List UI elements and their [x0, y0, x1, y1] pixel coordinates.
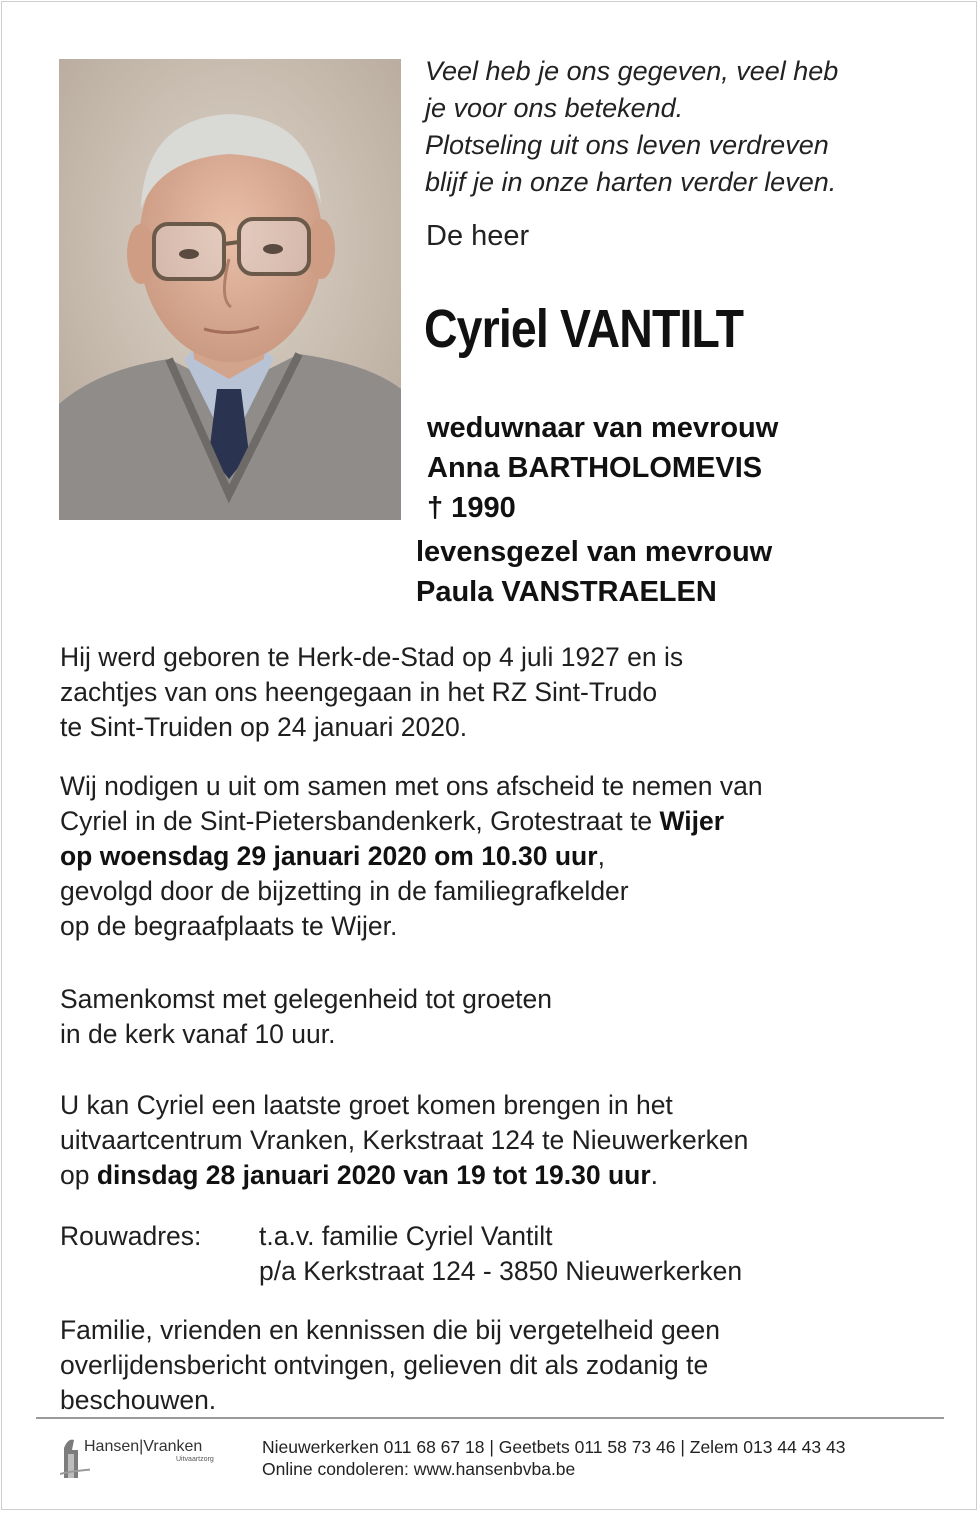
gathering-paragraph: [60, 982, 940, 1052]
paragraph-line: [60, 1158, 940, 1193]
address-label: Rouwadres:: [60, 1221, 202, 1251]
relation-line: weduwnaar van mevrouw: [427, 412, 779, 444]
paragraph-line: Hij werd geboren te Herk-de-Stad op 4 juli 1927 en is: [60, 642, 684, 672]
portrait-illustration: [59, 59, 401, 520]
footer-phones: Nieuwerkerken 011 68 67 18 | Geetbets 011 58 73 46 | Zelem 013 44 43 43: [262, 1437, 846, 1457]
salutation: De heer: [426, 220, 530, 252]
poem-line: blijf je in onze harten verder leven.: [425, 167, 837, 197]
paragraph-line: [60, 804, 940, 839]
footer-website[interactable]: Online condoleren: www.hansenbvba.be: [262, 1459, 576, 1479]
paragraph-line: overlijdensbericht ontvingen, gelieven dit als zodanig te: [60, 1350, 709, 1380]
footer-divider: [36, 1417, 944, 1419]
funeral-comma: ,: [597, 841, 605, 871]
paragraph-line: in de kerk vanaf 10 uur.: [60, 1019, 336, 1049]
funeral-home-logo: [60, 1432, 240, 1482]
footer-contact: [262, 1436, 845, 1480]
paragraph-line: Familie, vrienden en kennissen die bij vergetelheid geen: [60, 1315, 720, 1345]
visitation-pre: op: [60, 1160, 97, 1190]
paragraph-line: Samenkomst met gelegenheid tot groeten: [60, 984, 553, 1014]
relation-line: levensgezel van mevrouw: [416, 536, 773, 568]
partner-relation: [416, 532, 772, 612]
relation-line: † 1990: [427, 492, 516, 524]
poem-line: Veel heb je ons gegeven, veel heb: [425, 56, 839, 86]
portrait-photo: [59, 59, 401, 520]
paragraph-line: [60, 839, 940, 874]
funeral-paragraph: [60, 769, 940, 944]
paragraph-line: te Sint-Truiden op 24 januari 2020.: [60, 712, 468, 742]
deceased-name: Cyriel VANTILT: [424, 299, 744, 359]
paragraph-line: gevolgd door de bijzetting in de familiegrafkelder: [60, 876, 629, 906]
funeral-town: Wijer: [659, 806, 725, 836]
paragraph-line: zachtjes van ons heengegaan in het RZ Sint-Trudo: [60, 677, 658, 707]
paragraph-line: uitvaartcentrum Vranken, Kerkstraat 124 te Nieuwerkerken: [60, 1125, 749, 1155]
poem-line: Plotseling uit ons leven verdreven: [425, 130, 829, 160]
paragraph-line: U kan Cyriel een laatste groet komen brengen in het: [60, 1090, 673, 1120]
logo-subtitle: Uitvaartzorg: [176, 1456, 214, 1463]
address-line: p/a Kerkstraat 124 - 3850 Nieuwerkerken: [259, 1256, 743, 1286]
visitation-paragraph: [60, 1088, 940, 1193]
visitation-datetime: dinsdag 28 januari 2020 van 19 tot 19.30 uur: [96, 1160, 651, 1190]
funeral-datetime: op woensdag 29 januari 2020 om 10.30 uur: [60, 841, 598, 871]
logo-name: Hansen|Vranken: [84, 1438, 203, 1455]
birth-death-paragraph: [60, 640, 940, 745]
funeral-church-text: Cyriel in de Sint-Pietersbandenkerk, Grotestraat te: [60, 806, 660, 836]
memorial-poem: [425, 53, 945, 201]
poem-line: je voor ons betekend.: [425, 93, 684, 123]
relation-line: Anna BARTHOLOMEVIS: [427, 452, 763, 484]
closing-paragraph: [60, 1313, 940, 1418]
address-line: t.a.v. familie Cyriel Vantilt: [259, 1221, 553, 1251]
widower-relation: [427, 408, 778, 528]
visitation-period: .: [650, 1160, 659, 1190]
relation-line: Paula VANSTRAELEN: [416, 576, 717, 608]
paragraph-line: Wij nodigen u uit om samen met ons afscheid te nemen van: [60, 771, 763, 801]
paragraph-line: beschouwen.: [60, 1385, 217, 1415]
paragraph-line: op de begraafplaats te Wijer.: [60, 911, 398, 941]
